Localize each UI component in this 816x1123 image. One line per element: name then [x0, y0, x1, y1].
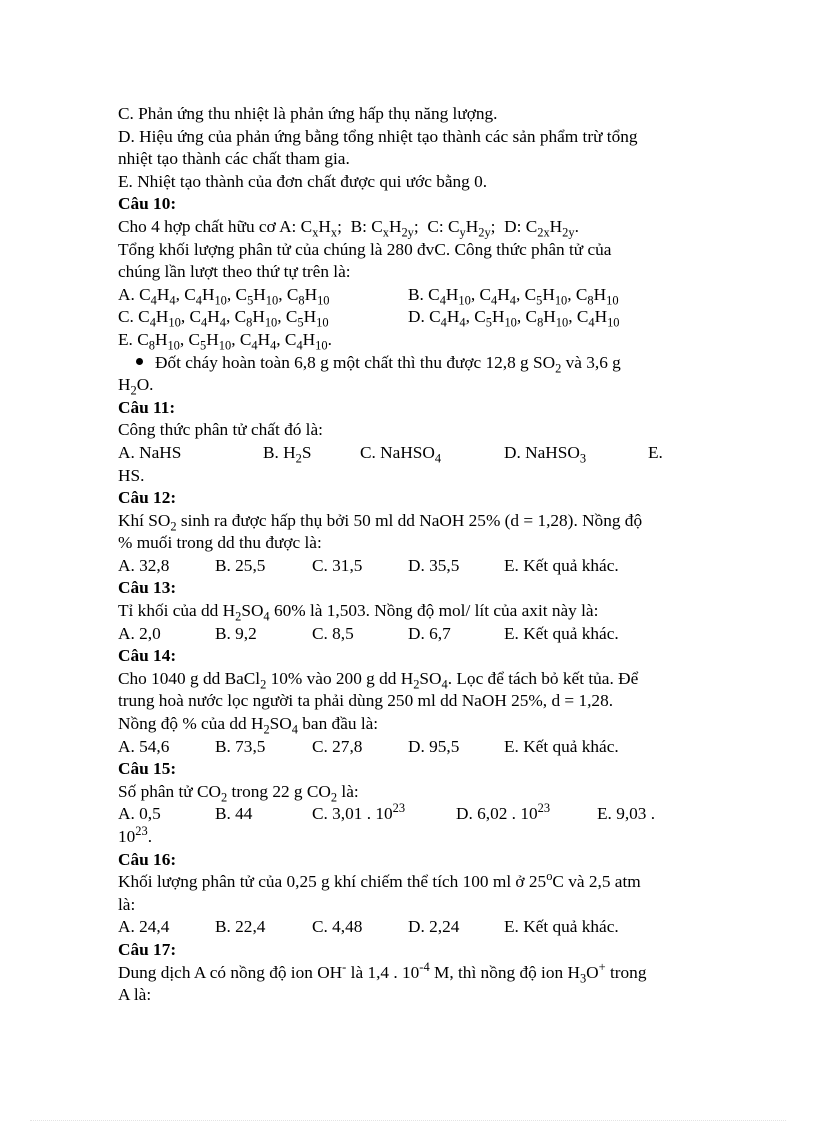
text-line: Tổng khối lượng phân tử của chúng là 280 đvC. Công thức phân tử của — [118, 239, 612, 259]
text-line: Dung dịch A có nồng độ ion OH- là 1,4 . $10^{-4}$ M, thì nồng độ ion $H_3O^+$ trong — [118, 959, 647, 986]
answer-option: C. 3,01 . $10^{23}$ — [312, 801, 406, 824]
answer-option: C. 27,8 — [312, 736, 363, 756]
text-line: Số phân tử $CO_2$ trong 22 g $CO_2$ là: — [118, 781, 359, 805]
answer-option: A. 24,4 — [118, 917, 170, 937]
question-heading: Câu 13: — [118, 578, 177, 598]
answer-option: A. 32,8 — [118, 555, 170, 575]
answer-option: B. $H_2S$ — [263, 442, 312, 466]
answer-option: C. 31,5 — [312, 555, 363, 575]
answer-option: E. — [648, 442, 663, 462]
answer-option: B. 44 — [215, 804, 253, 824]
answer-option: A. 0,5 — [118, 804, 161, 824]
text-line: E. Nhiệt tạo thành của đơn chất được qui ước bằng 0. — [118, 171, 488, 191]
answer-option: A. 54,6 — [118, 736, 170, 756]
answer-option: E. 9,03 . — [597, 804, 656, 824]
text-line: nhiệt tạo thành các chất tham gia. — [118, 149, 350, 169]
text-line: E. $C_8H_{10}$, $C_5H_{10}$, $C_4H_4$, $C_4H_{10}$. — [118, 329, 332, 353]
text-line: D. Hiệu ứng của phản ứng bằng tổng nhiệt tạo thành các sản phẩm trừ tổng — [118, 126, 638, 146]
text-line: Khí $SO_2$ sinh ra được hấp thụ bởi 50 ml dd NaOH 25% (d = 1,28). Nồng độ — [118, 510, 643, 534]
answer-option: C. NaHSO$_4$ — [360, 442, 442, 466]
document-body — [118, 103, 708, 1007]
answer-options-row — [118, 306, 708, 329]
answer-option: A. NaHS — [118, 442, 182, 462]
text-line: trung hoà nước lọc người ta phải dùng 250 ml dd NaOH 25%, d = 1,28. — [118, 691, 614, 711]
question-heading: Câu 12: — [118, 488, 177, 508]
question-heading: Câu 17: — [118, 939, 177, 959]
answer-option: B. 25,5 — [215, 555, 266, 575]
answer-option: A. 2,0 — [118, 623, 161, 643]
question-heading: Câu 16: — [118, 849, 177, 869]
answer-options-row — [118, 555, 708, 578]
answer-option: C. $C_4H_{10}$, $C_4H_4$, $C_8H_{10}$, $C_5H_{10}$ — [118, 307, 329, 330]
answer-options-row — [118, 736, 708, 759]
answer-options-row — [118, 442, 708, 465]
text-line: Khối lượng phân tử của 0,25 g khí chiếm thể tích 100 ml ở 25$^o$C và 2,5 atm — [118, 869, 641, 892]
answer-option: B. $C_4H_{10}$, $C_4H_4$, $C_5H_{10}$, $C_8H_{10}$ — [408, 284, 619, 308]
answer-option: D. 2,24 — [408, 917, 460, 937]
text-line: $10^{23}$. — [118, 824, 153, 846]
text-line: chúng lần lượt theo thứ tự trên là: — [118, 262, 351, 282]
answer-option: D. 6,7 — [408, 623, 451, 643]
answer-options-row — [118, 623, 708, 646]
text-line: C. Phản ứng thu nhiệt là phản ứng hấp thụ năng lượng. — [118, 104, 498, 123]
bullet-dot-icon — [136, 358, 143, 365]
answer-option: E. Kết quả khác. — [504, 917, 619, 937]
answer-option: A. $C_4H_4$, $C_4H_{10}$, $C_5H_{10}$, $C_8H_{10}$ — [118, 284, 330, 308]
answer-option: D. NaHSO$_3$ — [504, 442, 587, 466]
answer-option: C. 8,5 — [312, 623, 354, 643]
answer-option: D. 95,5 — [408, 736, 460, 756]
question-heading: Câu 10: — [118, 194, 177, 214]
bullet-text: Đốt cháy hoàn toàn 6,8 g một chất thì thu được 12,8 g $SO_2$ và 3,6 g — [155, 352, 621, 375]
answer-option: E. Kết quả khác. — [504, 623, 619, 643]
text-line: Nồng độ % của dd $H_2SO_4$ ban đầu là: — [118, 714, 379, 737]
answer-option: E. Kết quả khác. — [504, 736, 619, 756]
answer-options-row — [118, 284, 708, 307]
text-line: Tỉ khối của dd $H_2SO_4$ 60% là 1,503. Nồng độ mol/ lít của axit này là: — [118, 601, 599, 624]
question-heading: Câu 11: — [118, 397, 176, 417]
answer-option: B. 73,5 — [215, 736, 266, 756]
answer-option: D. 6,02 . $10^{23}$ — [456, 801, 551, 824]
question-heading: Câu 14: — [118, 646, 177, 666]
answer-option: D. 35,5 — [408, 555, 460, 575]
text-line: A là: — [118, 985, 152, 1005]
page-bottom-rule — [30, 1120, 786, 1121]
text-line: là: — [118, 894, 136, 914]
bullet-paragraph — [118, 352, 708, 375]
answer-option: B. 22,4 — [215, 917, 266, 937]
question-heading: Câu 15: — [118, 759, 177, 779]
text-line: Công thức phân tử chất đó là: — [118, 420, 323, 440]
answer-options-row — [118, 916, 708, 939]
text-line: $H_2O$. — [118, 375, 154, 398]
text-line: % muối trong dd thu được là: — [118, 533, 322, 553]
answer-option: B. 9,2 — [215, 623, 257, 643]
text-line: Cho 1040 g dd BaCl$_2$ 10% vào 200 g dd $H_2SO_4$. Lọc để tách bỏ kết tủa. Để — [118, 668, 639, 692]
text-line: HS. — [118, 465, 145, 485]
answer-option: C. 4,48 — [312, 917, 363, 937]
answer-option: D. $C_4H_4$, $C_5H_{10}$, $C_8H_{10}$, $C_4H_{10}$ — [408, 307, 620, 330]
answer-options-row — [118, 803, 708, 826]
answer-option: E. Kết quả khác. — [504, 555, 619, 575]
text-line: Cho 4 hợp chất hữu cơ A: $C_xH_x$; B: $C_xH_{2y}$; C: $C_yH_{2y}$; D: $C_{2x}H_{2y}$. — [118, 216, 579, 240]
